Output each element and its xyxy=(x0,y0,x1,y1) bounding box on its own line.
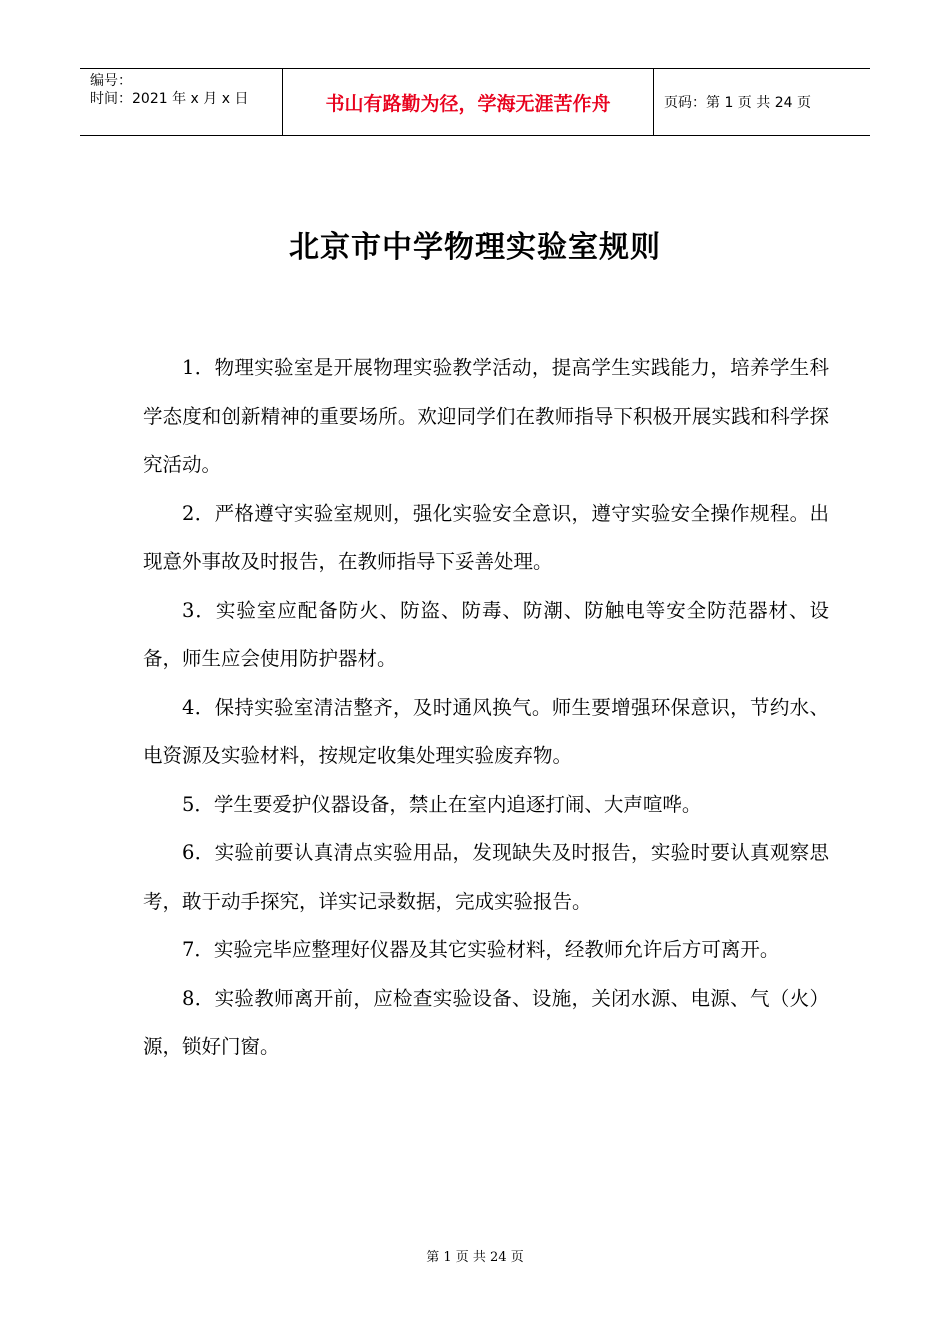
rule-paragraph-8: 8．实验教师离开前，应检查实验设备、设施，关闭水源、电源、气（火）源，锁好门窗。 xyxy=(143,986,829,1058)
document-header xyxy=(80,68,870,136)
rule-paragraph-4: 4．保持实验室清洁整齐，及时通风换气。师生要增强环保意识，节约水、电资源及实验材料，按规定收集处理实验废弃物。 xyxy=(143,695,829,767)
rule-paragraph-1: 1．物理实验室是开展物理实验教学活动，提高学生实践能力，培养学生科学态度和创新精神的重要场所。欢迎同学们在教师指导下积极开展实践和科学探究活动。 xyxy=(143,356,829,476)
rule-paragraph-3: 3．实验室应配备防火、防盗、防毒、防潮、防触电等安全防范器材、设备，师生应会使用防护器材。 xyxy=(143,598,829,670)
header-motto: 书山有路勤为径，学海无涯苦作舟 xyxy=(282,69,654,135)
header-page-info: 页码：第 1 页 共 24 页 xyxy=(664,95,811,111)
document-number-label: 编号： xyxy=(90,73,132,89)
header-meta xyxy=(80,69,282,135)
rule-paragraph-6: 6．实验前要认真清点实验用品，发现缺失及时报告，实验时要认真观察思考，敢于动手探究，详实记录数据，完成实验报告。 xyxy=(143,841,829,913)
rule-paragraph-5: 5．学生要爱护仪器设备，禁止在室内追逐打闹、大声喧哗。 xyxy=(182,792,702,816)
document-title: 北京市中学物理实验室规则 xyxy=(289,230,661,265)
rule-paragraph-7: 7．实验完毕应整理好仪器及其它实验材料，经教师允许后方可离开。 xyxy=(182,938,780,961)
document-body xyxy=(143,344,829,1072)
page-footer: 第 1 页 共 24 页 xyxy=(426,1250,524,1265)
rule-paragraph-2: 2．严格遵守实验室规则，强化实验安全意识，遵守实验安全操作规程。出现意外事故及时报告，在教师指导下妥善处理。 xyxy=(143,501,829,573)
document-time-label: 时间：2021 年 x 月 x 日 xyxy=(90,91,249,107)
